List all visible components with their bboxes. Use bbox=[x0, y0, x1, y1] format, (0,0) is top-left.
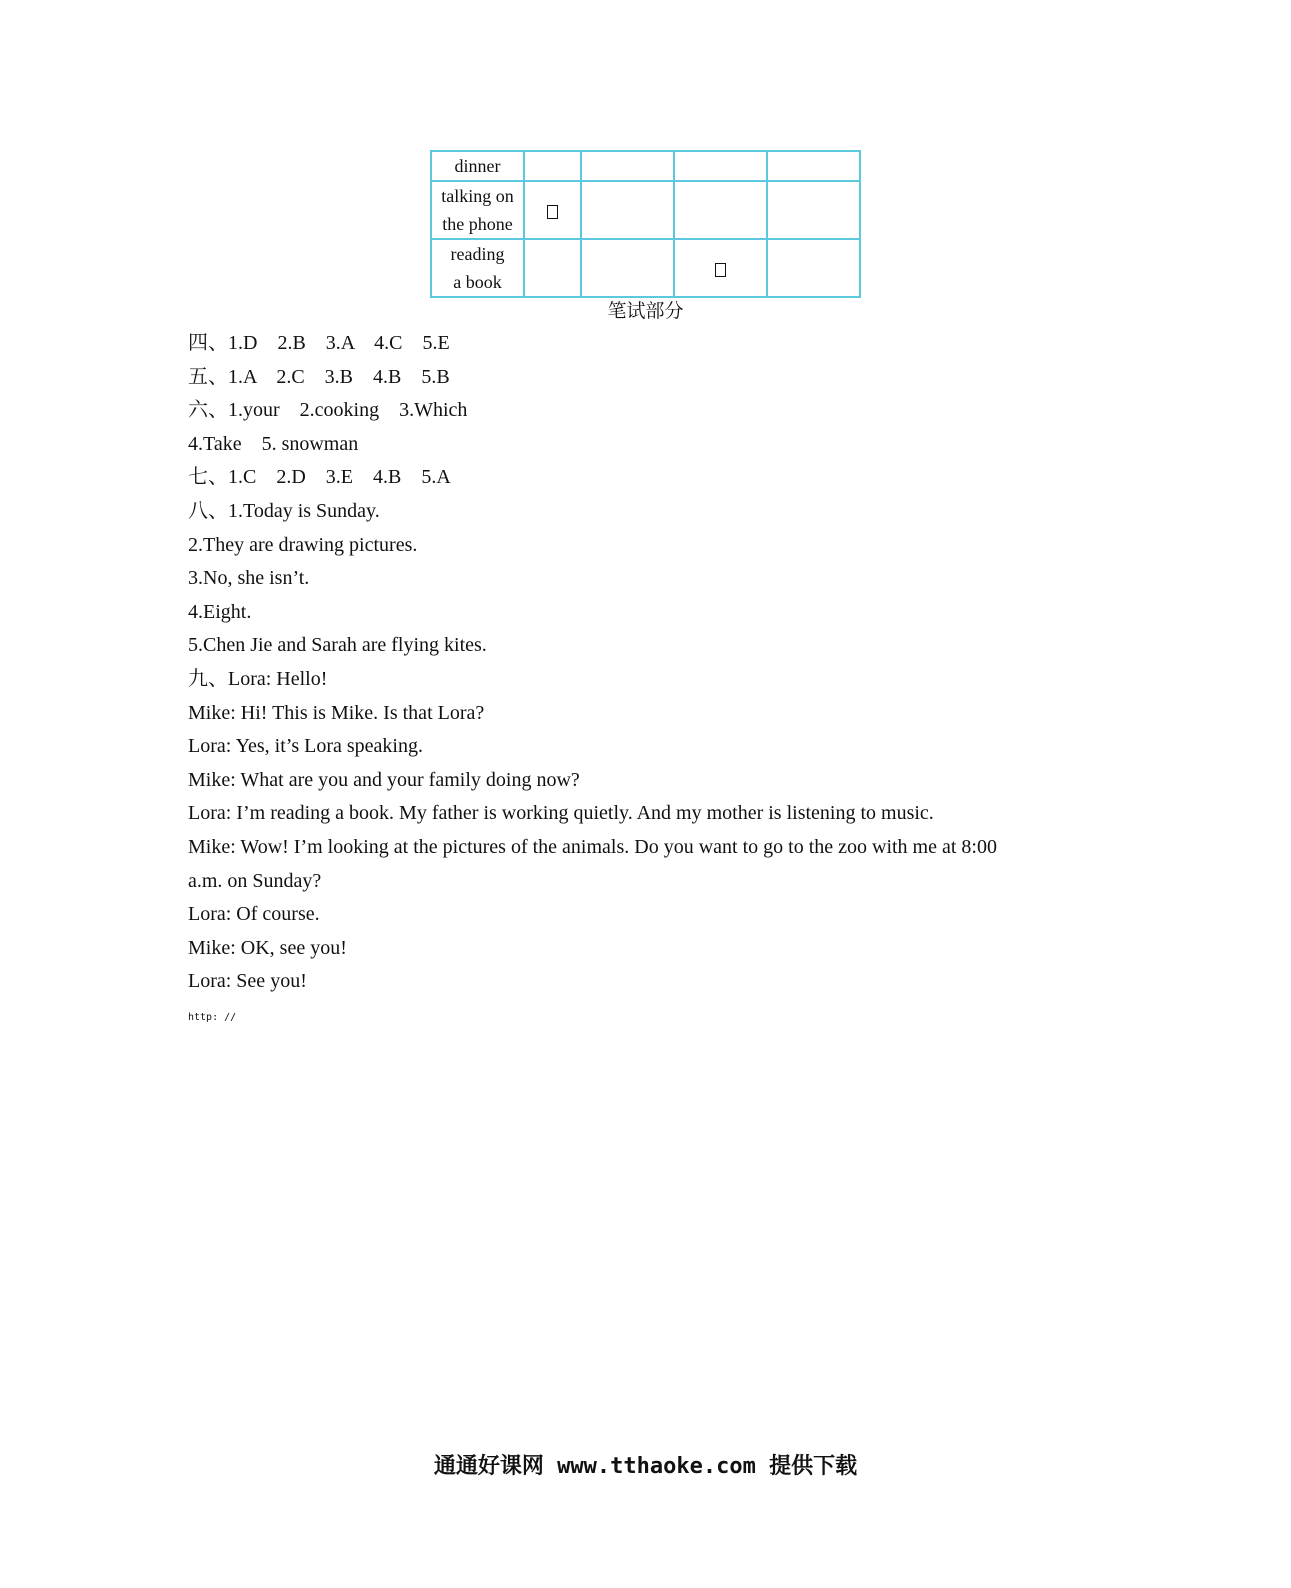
dialogue-line: Mike: Wow! I’m looking at the pictures of the animals. Do you want to go to the zoo with me at 8:00 bbox=[188, 835, 997, 858]
row-label-line: talking on bbox=[441, 186, 514, 206]
answer-grid-table bbox=[430, 150, 861, 298]
dialogue-line: Lora: Yes, it’s Lora speaking. bbox=[188, 735, 423, 758]
answer-line: 八、1.Today is Sunday. bbox=[188, 499, 380, 522]
dialogue-line: Lora: See you! bbox=[188, 970, 307, 993]
row-label: dinner bbox=[431, 151, 524, 181]
dialogue-line: Lora: Of course. bbox=[188, 903, 320, 926]
grid-cell bbox=[524, 239, 581, 297]
answer-line: 四、1.D 2.B 3.A 4.C 5.E bbox=[188, 332, 450, 354]
answer-line: 五、1.A 2.C 3.B 4.B 5.B bbox=[188, 365, 450, 388]
row-label-line: a book bbox=[453, 272, 502, 292]
dialogue-line: 九、Lora: Hello! bbox=[188, 667, 328, 690]
row-label bbox=[431, 239, 524, 297]
grid-cell bbox=[767, 181, 860, 239]
url-text: http: // bbox=[188, 1012, 237, 1023]
table-row bbox=[431, 181, 860, 239]
table-row bbox=[431, 151, 860, 181]
dialogue-line: Mike: OK, see you! bbox=[188, 936, 347, 959]
grid-cell bbox=[674, 181, 767, 239]
grid-cell bbox=[524, 151, 581, 181]
answer-line: 3.No, she isn’t. bbox=[188, 567, 310, 590]
grid-cell bbox=[524, 181, 581, 239]
row-label bbox=[431, 181, 524, 239]
grid-cell bbox=[767, 151, 860, 181]
grid-cell bbox=[581, 239, 674, 297]
dialogue-line: Mike: Hi! This is Mike. Is that Lora? bbox=[188, 701, 485, 724]
answer-line: 2.They are drawing pictures. bbox=[188, 533, 418, 556]
checkbox-mark-icon bbox=[715, 263, 726, 277]
row-label-line: the phone bbox=[442, 214, 513, 234]
answer-line: 4.Eight. bbox=[188, 600, 252, 623]
dialogue-line: a.m. on Sunday? bbox=[188, 869, 322, 892]
checkbox-mark-icon bbox=[547, 205, 558, 219]
answer-line: 5.Chen Jie and Sarah are flying kites. bbox=[188, 634, 487, 657]
dialogue-line: Mike: What are you and your family doing now? bbox=[188, 768, 580, 791]
grid-cell bbox=[767, 239, 860, 297]
dialogue-line: Lora: I’m reading a book. My father is working quietly. And my mother is listening to music. bbox=[188, 802, 934, 825]
row-label-line: reading bbox=[450, 244, 505, 264]
section-title: 笔试部分 bbox=[607, 300, 684, 322]
answer-list bbox=[188, 327, 1108, 999]
answer-line: 4.Take 5. snowman bbox=[188, 432, 359, 455]
grid-cell bbox=[581, 151, 674, 181]
answer-line: 六、1.your 2.cooking 3.Which bbox=[188, 399, 468, 422]
grid-cell bbox=[581, 181, 674, 239]
grid-cell bbox=[674, 239, 767, 297]
table-row bbox=[431, 239, 860, 297]
answer-line: 七、1.C 2.D 3.E 4.B 5.A bbox=[188, 466, 451, 489]
grid-cell bbox=[674, 151, 767, 181]
footer-watermark: 通通好课网 www.tthaoke.com 提供下载 bbox=[433, 1454, 858, 1479]
